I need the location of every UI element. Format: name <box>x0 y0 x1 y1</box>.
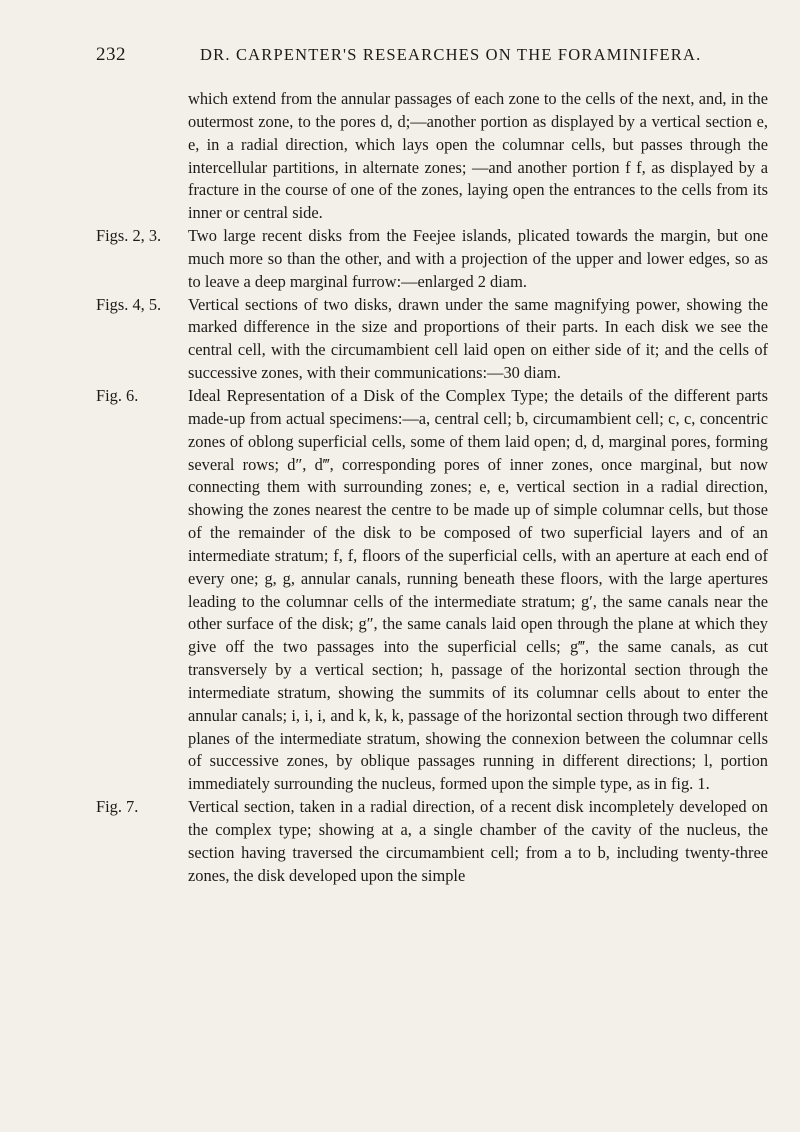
figure-description: Vertical section, taken in a radial direction, of a recent disk incompletely developed on the complex type; showing at a, a single chamber of the cavity of the nucleus, the section having traversed the circumambient cell; from a to b, including twenty-three zones, the disk developed upon the simple <box>188 797 768 885</box>
page-number: 232 <box>96 44 126 65</box>
continuation-paragraph: which extend from the annular passages of each zone to the cells of the next, and, in the outermost zone, to the pores d, d;—another portion as displayed by a vertical section e, e, in a radial direction, which lays open the columnar cells, but passes through the intercellular partitions, in alternate zones; —and another portion f f, as displayed by a fracture in the course of one of the zones, laying open the entrances to the cells from its inner or central side. <box>188 89 768 223</box>
running-head: DR. CARPENTER'S RESEARCHES ON THE FORAMINIFERA. <box>200 45 702 64</box>
figure-entry-6 <box>96 385 768 796</box>
figure-description: Two large recent disks from the Feejee islands, plicated towards the margin, but one much more so than the other, and with a projection of the upper and lower edges, so as to leave a deep marginal furrow:—enlarged 2 diam. <box>188 226 768 291</box>
figure-entry-7 <box>96 796 768 887</box>
figure-entry-2-3 <box>96 225 768 294</box>
figure-label: Fig. 7. <box>96 797 139 817</box>
figure-label: Fig. 6. <box>96 385 139 405</box>
figure-description: Ideal Representation of a Disk of the Complex Type; the details of the different parts made-up from actual specimens:—a, central cell; b, circumambient cell; c, c, concentric zones of oblong superficial cells, some of them laid open; d, d, marginal pores, forming several rows; d″, d‴, corresponding pores of inner zones, once marginal, but now connecting them with surrounding zones; e, e, vertical section in a radial direction, showing the zones nearest the centre to be made up of simple columnar cells, but those of the remainder of the disk to be composed of two superficial layers and of an intermediate stratum; f, f, floors of the superficial cells, with an aperture at each end of every one; g, g, annular canals, running beneath these floors, with the large apertures leading to the columnar cells of the intermediate stratum; g′, the same canals near the other surface of the disk; g″, the same canals laid open through the plane at which they give off the two passages into the superficial cells; g‴, the same canals, as cut transversely by a vertical section; h, passage of the horizontal section through the intermediate stratum, showing the summits of its columnar cells about to enter the annular canals; i, i, i, and k, k, k, passage of the horizontal section through two different planes of the intermediate stratum, showing the connexion between the columnar cells of successive zones, by oblique passages running in different directions; l, portion immediately surrounding the nucleus, formed upon the simple type, as in fig. 1. <box>188 385 768 794</box>
figure-label: Figs. 2, 3. <box>96 226 162 246</box>
page-header <box>96 44 730 70</box>
body-text <box>96 88 768 888</box>
figure-label: Figs. 4, 5. <box>96 294 162 314</box>
figure-description: Vertical sections of two disks, drawn under the same magnifying power, showing the marked difference in the size and proportions of their parts. In each disk we see the central cell, with the circumambient cell laid open on either side of it; and the cells of successive zones, with their communications:—30 diam. <box>188 294 768 383</box>
figure-entry-4-5 <box>96 294 768 385</box>
